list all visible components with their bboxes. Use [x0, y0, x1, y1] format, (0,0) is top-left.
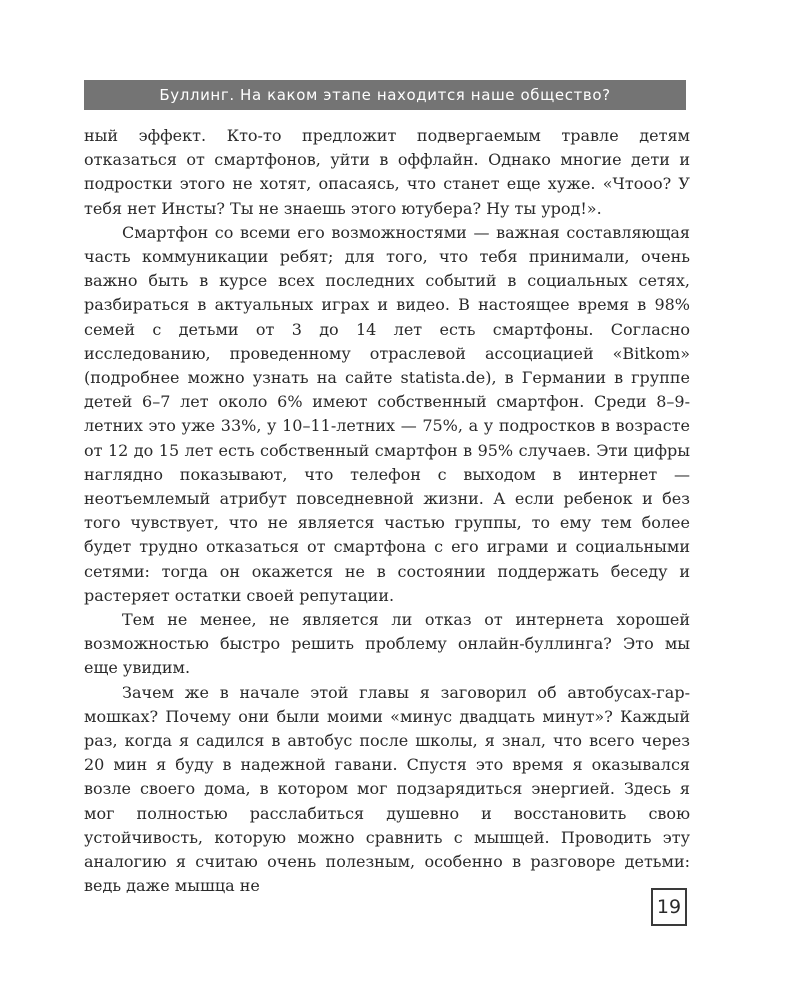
- paragraph: Зачем же в начале этой главы я заговорил об автобусах-гармошках? Почему они были моими «минус двадцать минут»? Каждый раз, когда я садился в автобус после школы, я знал, что всего через 20 мин я буду в надежной гавани. Спустя это время я оказывался возле своего дома, в котором мог подзарядиться энергией. Здесь я мог полностью расслабиться душевно и восстановить свою устойчивость, которую можно сравнить с мышцей. Проводить эту аналогию я считаю очень полезным, особенно в разговоре детьми: ведь даже мышца не: [84, 682, 690, 896]
- running-header: [84, 80, 686, 110]
- paragraph: ный эффект. Кто-то предложит подвергаемым травле детям отказаться от смартфонов, уйти в оффлайн. Однако многие дети и подростки этого не хотят, опасаясь, что станет еще хуже. «Чтооо? У тебя нет Инсты? Ты не знаешь этого ютубера? Ну ты урод!».: [84, 126, 690, 218]
- running-header-title: Буллинг. На каком этапе находится наше общество?: [159, 86, 611, 104]
- paragraph: Тем не менее, не является ли отказ от интернета хорошей возможностью быстро решить проблему онлайн-буллинга? Это мы еще увидим.: [84, 610, 690, 678]
- paragraph: Смартфон со всеми его возможностями — важная составляющая часть коммуникации ребят; для того, что тебя принимали, очень важно быть в курсе всех последних событий в социальных сетях, разбираться в актуальных играх и видео. В настоящее время в 98% семей с детьми от 3 до 14 лет есть смартфоны. Согласно исследованию, проведенному отраслевой ассоциацией «Bitkom» (подробнее можно узнать на сайте statista.de), в Германии в группе детей 6–7 лет около 6% имеют собственный смартфон. Среди 8–9-летних это уже 33%, у 10–11-летних — 75%, а у подростков в возрасте от 12 до 15 лет есть собственный смартфон в 95% случаев. Эти цифры наглядно показывают, что телефон с выходом в интернет — неотъемлемый атрибут повседневной жизни. А если ребенок и без того чувствует, что не является частью группы, то ему тем более будет трудно отказаться от смартфона с его играми и социальными сетями: тогда он окажется не в состоянии поддержать беседу и растеряет остатки своей репутации.: [84, 222, 690, 605]
- page-number: 19: [651, 888, 687, 926]
- body-text: [84, 124, 690, 899]
